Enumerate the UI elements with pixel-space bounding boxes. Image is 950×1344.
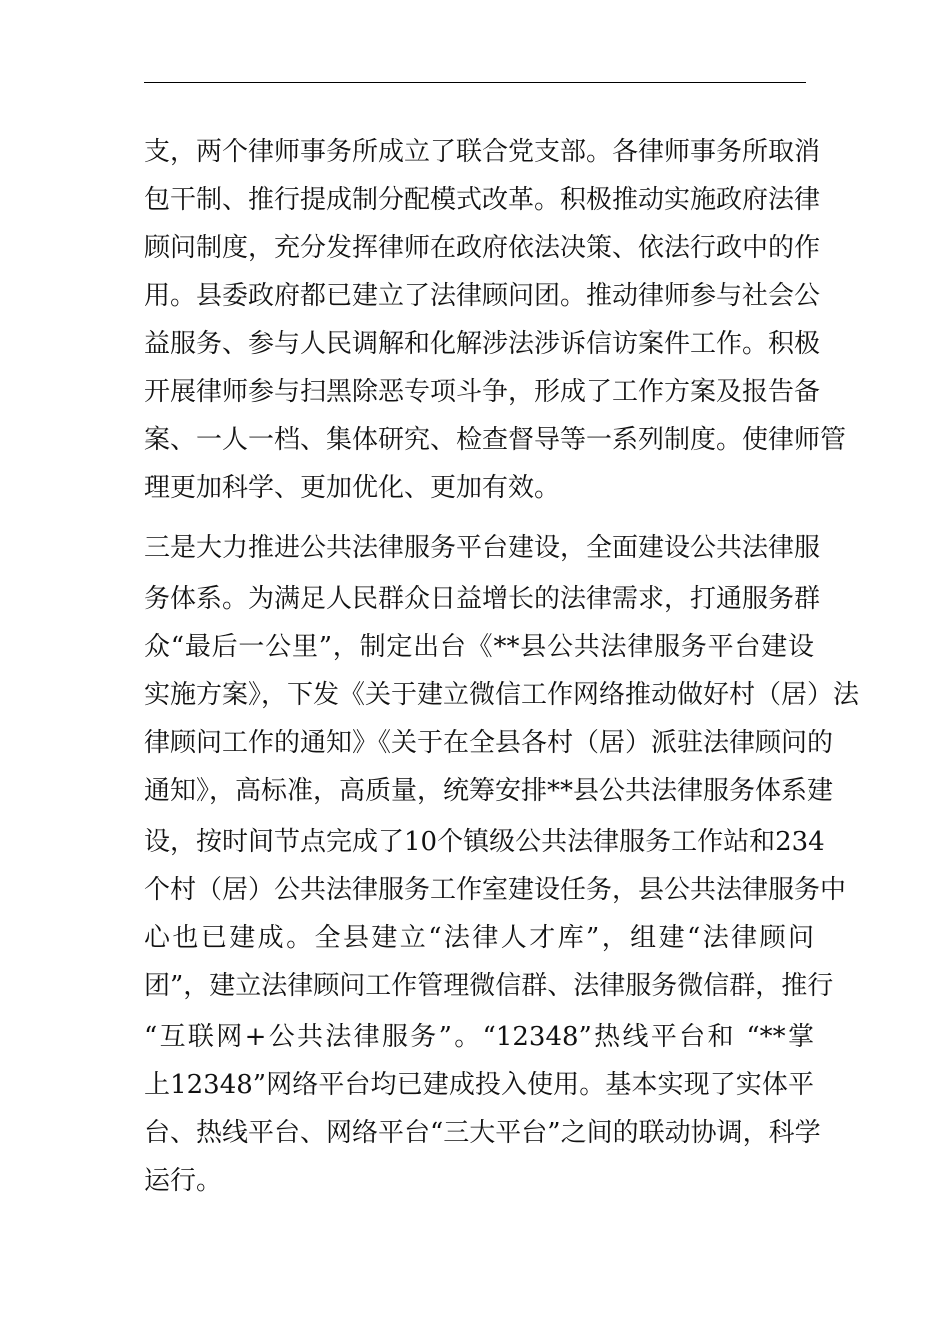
text-line-3: 顾问制度，充分发挥律师在政府依法决策、依法行政中的作: [144, 233, 821, 263]
text-line-5: 益服务、参与人民调解和化解涉法涉诉信访案件工作。积极: [144, 329, 821, 359]
text-line-16: 个村（居）公共法律服务工作室建设任务，县公共法律服务中: [144, 875, 847, 905]
text-line-10: 务体系。为满足人民群众日益增长的法律需求，打通服务群: [144, 584, 821, 614]
text-line-22: 运行。: [144, 1166, 223, 1196]
text-line-14: 通知》，高标准，高质量，统筹安排**县公共法律服务体系建: [144, 776, 834, 806]
text-line-1: 支，两个律师事务所成立了联合党支部。各律师事务所取消: [144, 137, 821, 167]
text-line-19: “互联网+公共法律服务”。“12348”热线平台和 “**掌: [144, 1022, 814, 1052]
text-line-21: 台、热线平台、网络平台“三大平台”之间的联动协调，科学: [144, 1118, 821, 1148]
text-line-4: 用。县委政府都已建立了法律顾问团。推动律师参与社会公: [144, 281, 821, 311]
text-line-7: 案、一人一档、集体研究、检查督导等一系列制度。使律师管: [144, 425, 847, 455]
text-line-12: 实施方案》，下发《关于建立微信工作网络推动做好村（居）法: [144, 680, 860, 710]
text-line-15: 设，按时间节点完成了10个镇级公共法律服务工作站和234: [144, 827, 825, 857]
text-line-17: 心也已建成。全县建立“法律人才库”，组建“法律顾问: [144, 923, 814, 953]
text-line-18: 团”，建立法律顾问工作管理微信群、法律服务微信群，推行: [144, 971, 834, 1001]
text-line-13: 律顾问工作的通知》《关于在全县各村（居）派驻法律顾问的: [144, 728, 834, 758]
text-line-20: 上12348”网络平台均已建成投入使用。基本实现了实体平: [144, 1070, 814, 1100]
text-line-9: 三是大力推进公共法律服务平台建设，全面建设公共法律服: [144, 533, 821, 563]
text-line-8: 理更加科学、更加优化、更加有效。: [144, 473, 561, 503]
text-line-6: 开展律师参与扫黑除恶专项斗争，形成了工作方案及报告备: [144, 377, 821, 407]
header-rule: [144, 82, 806, 83]
text-line-11: 众“最后一公里”，制定出台《**县公共法律服务平台建设: [144, 632, 814, 662]
text-line-2: 包干制、推行提成制分配模式改革。积极推动实施政府法律: [144, 185, 821, 215]
